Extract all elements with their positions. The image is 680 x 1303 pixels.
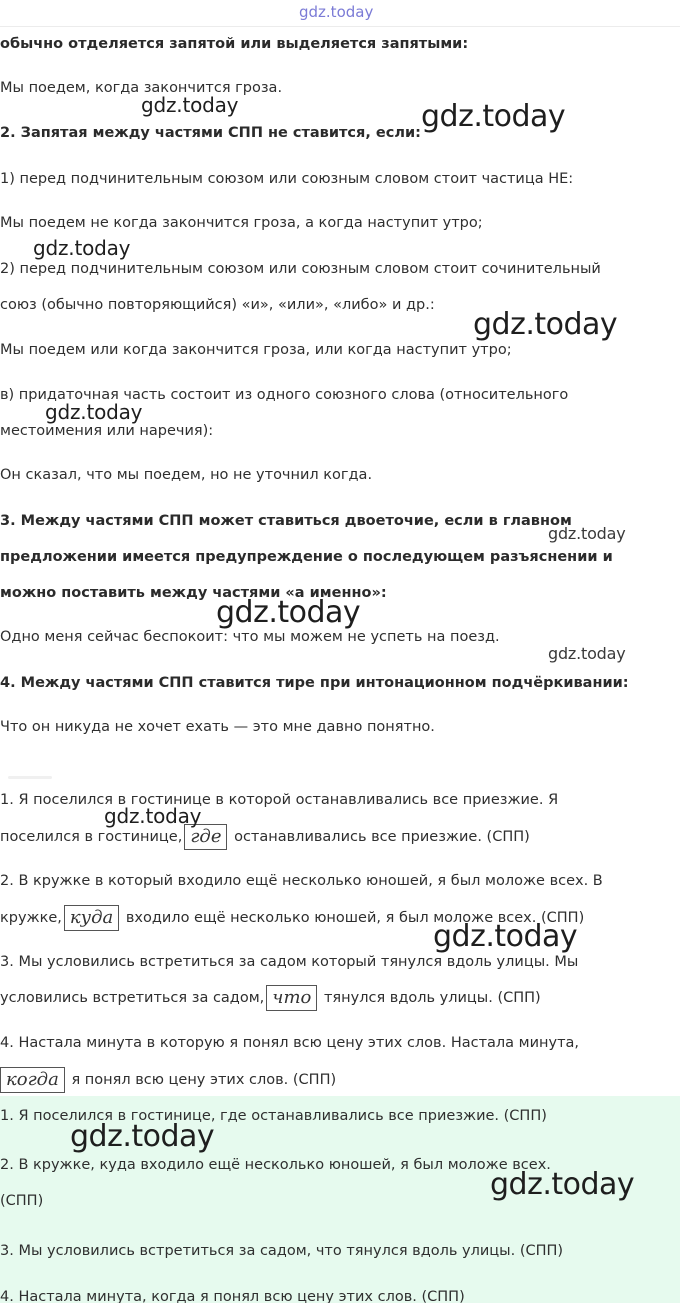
rule-text: обычно отделяется запятой или выделяется запятыми: (0, 36, 469, 52)
watermark-text: gdz.today (548, 524, 626, 543)
boxed-answer-word: что (266, 985, 317, 1011)
rule-text: союз (обычно повторяющийся) «и», «или», «либо» и др.: (0, 297, 435, 313)
rule-heading: предложении имеется предупреждение о последующем разъяснении и (0, 549, 613, 565)
rule-heading: 4. Между частями СПП ставится тире при интонационном подчёркивании: (0, 675, 629, 691)
watermark-text: gdz.today (216, 595, 361, 630)
rule-text: в) придаточная часть состоит из одного союзного слова (относительного (0, 387, 569, 403)
example-text: Мы поедем не когда закончится гроза, а когда наступит утро; (0, 215, 483, 231)
exercise-text: входило ещё несколько юношей, я был моложе всех. (СПП) (125, 910, 585, 926)
site-logo[interactable]: gdz.today (299, 3, 374, 21)
example-text: Мы поедем, когда закончится гроза. (0, 80, 283, 96)
rule-text: 2) перед подчинительным союзом или союзным словом стоит сочинительный (0, 261, 601, 277)
watermark-text: gdz.today (421, 99, 566, 134)
watermark-text: gdz.today (104, 804, 202, 828)
answer-line: (СПП) (0, 1193, 44, 1209)
rule-heading: 2. Запятая между частями СПП не ставится, если: (0, 125, 421, 141)
answer-line: 4. Настала минута, когда я понял всю цену этих слов. (СПП) (0, 1289, 465, 1303)
rule-text: местоимения или наречия): (0, 423, 214, 439)
rule-heading: можно поставить между частями «а именно»: (0, 585, 387, 601)
exercise-line: 2. В кружке в который входило ещё несколько юношей, я был моложе всех. В (0, 873, 603, 889)
watermark-text: gdz.today (433, 919, 578, 954)
example-text: Мы поедем или когда закончится гроза, или когда наступит утро; (0, 342, 512, 358)
exercise-line: 4. Настала минута в которую я понял всю цену этих слов. Настала минута, (0, 1035, 580, 1051)
boxed-answer-word: когда (0, 1067, 65, 1093)
exercise-text: условились встретиться за садом, (0, 990, 265, 1006)
example-text: Что он никуда не хочет ехать — это мне давно понятно. (0, 719, 435, 735)
exercise-text: я понял всю цену этих слов. (СПП) (71, 1072, 337, 1088)
exercise-line (0, 823, 530, 851)
rule-heading: 3. Между частями СПП может ставиться двоеточие, если в главном (0, 513, 572, 529)
boxed-answer-word: где (184, 824, 227, 850)
site-header (0, 0, 680, 27)
watermark-text: gdz.today (548, 644, 626, 663)
exercise-text: останавливались все приезжие. (СПП) (234, 829, 530, 845)
answer-line: 1. Я поселился в гостинице, где останавливались все приезжие. (СПП) (0, 1108, 547, 1124)
answer-line: 2. В кружке, куда входило ещё несколько юношей, я был моложе всех. (0, 1157, 551, 1173)
watermark-text: gdz.today (45, 400, 143, 424)
section-divider (8, 776, 52, 779)
exercise-line: 3. Мы условились встретиться за садом который тянулся вдоль улицы. Мы (0, 954, 579, 970)
exercise-text: поселился в гостинице, (0, 829, 183, 845)
exercise-text: кружке, (0, 910, 62, 926)
watermark-text: gdz.today (70, 1119, 215, 1154)
answer-line: 3. Мы условились встретиться за садом, что тянулся вдоль улицы. (СПП) (0, 1243, 564, 1259)
exercise-line (0, 1066, 336, 1094)
exercise-text: тянулся вдоль улицы. (СПП) (323, 990, 541, 1006)
boxed-answer-word: куда (64, 905, 119, 931)
watermark-text: gdz.today (33, 236, 131, 260)
example-text: Он сказал, что мы поедем, но не уточнил когда. (0, 467, 373, 483)
watermark-text: gdz.today (473, 307, 618, 342)
watermark-text: gdz.today (490, 1167, 635, 1202)
example-text: Одно меня сейчас беспокоит: что мы можем не успеть на поезд. (0, 629, 500, 645)
exercise-line (0, 984, 541, 1012)
rule-text: 1) перед подчинительным союзом или союзным словом стоит частица НЕ: (0, 171, 574, 187)
exercise-line: 1. Я поселился в гостинице в которой останавливались все приезжие. Я (0, 792, 559, 808)
watermark-text: gdz.today (141, 93, 239, 117)
